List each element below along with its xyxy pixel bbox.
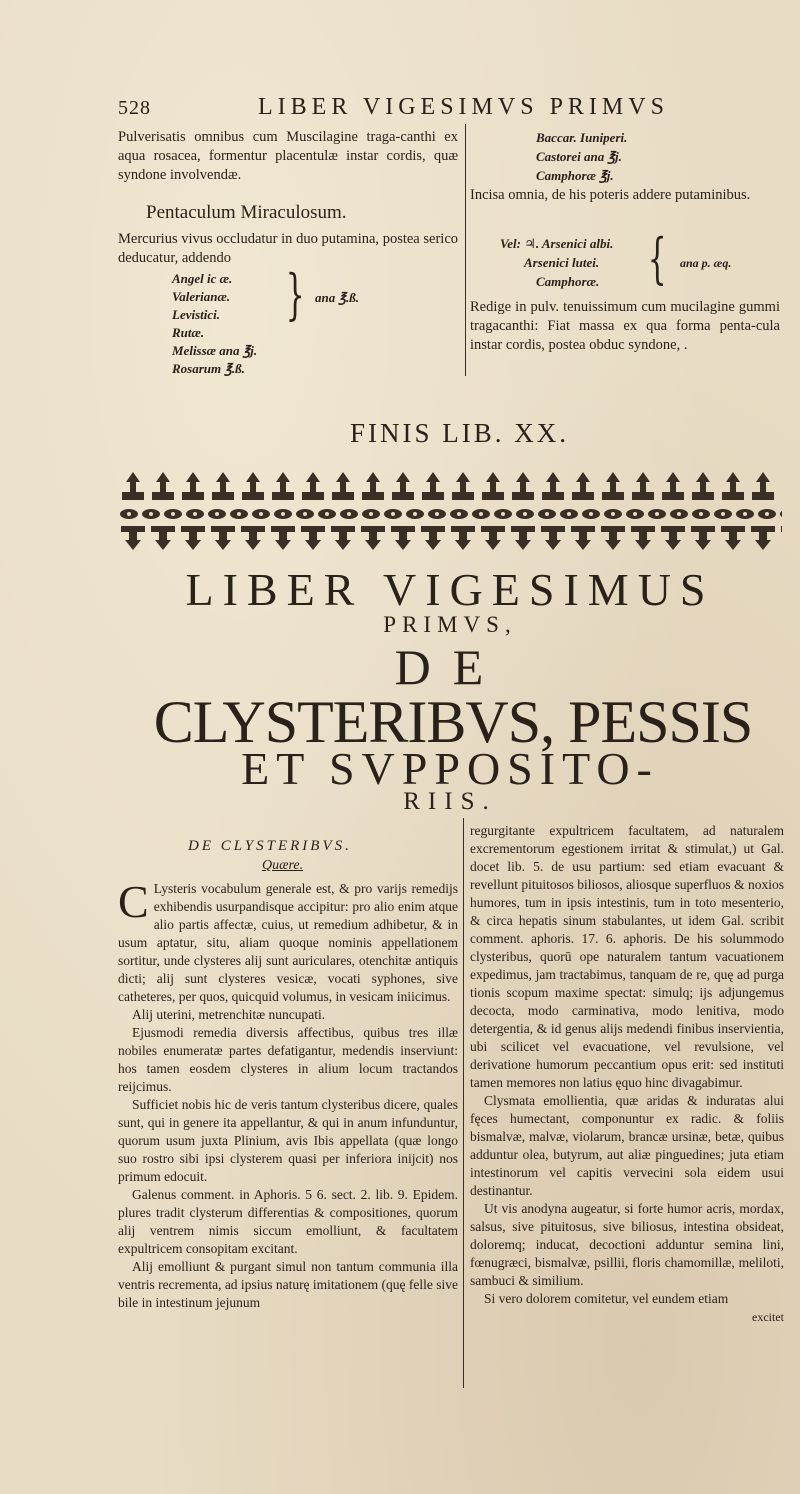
column-divider-bottom — [463, 818, 464, 1388]
title-line-3: DE — [394, 639, 506, 695]
paragraph: regurgitante expultricem facultatem, ad naturalem excrementorum egestionem irritat & stimulat,) ut Gal. docet lib. 5. de usu partium: sed etiam evacuant & revellunt pituitosos biliosos, aliosque superfluos & noxios humores, tum in ipsis intestinis, tum in toto mesenterio, & circa hepatis sinum stabulantes, ut idem Gal. scribit comment. aphoris. 17. 6. aphoris. De his solummodo clysteribus, quorū ope naturalem tantum vacuationem expedimus, jam tractabimus, tanquam de re, quę ad purga tionis scopum maxime spectat: simulq; ijs adjungemus decocta, modo carminativa, modo lenitiva, modo detergentia, & id genus alijs medendi finibus inservientia, ubi scilicet vel evacuatione, vel revulsione, vel derivatione humorum peccantium opus erit: sed instituti tamen memores non latius ęquo hinc divagabimur. — [470, 823, 784, 1090]
left-column-text — [118, 876, 459, 1312]
title-line-5: ET SVPPOSITO- — [241, 743, 659, 794]
catchword: excitet — [752, 1310, 784, 1324]
title-line-6: RIIS. — [403, 788, 497, 815]
finis-line: FINIS LIB. XX. — [350, 418, 570, 448]
paragraph: Alij emolliunt & purgant simul non tantum communia illa ventris recrementa, ad ipsius naturę imitationem (quę felle sive bile in intestinum jejunum — [118, 1259, 459, 1310]
ingredient-list-right — [536, 128, 627, 185]
list-item: Rutæ. — [172, 325, 205, 340]
paragraph: Ut vis anodyna augeatur, si forte humor acris, mordax, salsus, sive pituitosus, sive biliosus, intestina obsideat, doloremq; inducat, decoctioni adduntur semina lini, fœnugræci, bismalvæ, psillii, floris chamomillæ, meliloti, sambuci & similium. — [470, 1201, 784, 1288]
vel-list — [500, 234, 613, 291]
paragraph: Galenus comment. in Aphoris. 5 6. sect. 2. lib. 9. Epidem. plures tradit clysterum differentias & compositiones, quorum alij ventrem nimis siccum emolliunt, & facultatem expultricem consopitam excitant. — [118, 1187, 458, 1256]
paragraph: C Lysteris vocabulum generale est, & pro varijs remedijs exhibendis usurpandisque accipitur: pro alio enim atque alio partis affectæ, cuius, ut remedium adhibetur, & in usum aptatur, situ, aliam quoque nominis appellationem sortitur, unde clysteres alij sunt auriculares, otenchitæ antiquis dicti; alij sunt clysteres vesicæ, vocati syphones, sive catheteres, per quos, quicquid volumus, in vesicam iniicimus. — [118, 876, 458, 1004]
title-line-4: CLYSTERIBVS, PESSIS — [153, 689, 753, 755]
paragraph: Alij uterini, metrenchitæ nuncupati. — [132, 1007, 326, 1022]
brace-left: } — [285, 263, 305, 326]
title-line-1: LIBER VIGESIMUS — [185, 564, 715, 615]
ingredient-list-left — [172, 270, 257, 378]
list-item: Melissæ ana ℥j. — [172, 343, 258, 358]
top-left-intro: Pulverisatis omnibus cum Muscilagine traga-canthi ex aqua rosacea, formentur placentulæ instar cordis, quæ syndone involvendæ. — [118, 129, 458, 183]
brace-label-left: ana ℥.ß. — [315, 290, 359, 305]
list-item: Arsenici lutei. — [524, 255, 600, 270]
list-item: Camphoræ ℥j. — [536, 168, 614, 183]
list-item: Angel ic æ. — [172, 271, 233, 286]
ornament-band-bottom — [118, 524, 782, 552]
list-item: Camphoræ. — [536, 274, 600, 289]
list-item: Valerianæ. — [172, 289, 231, 304]
list-item: Castorei ana ℥j. — [536, 149, 622, 164]
column-divider-top — [465, 124, 466, 376]
ornament-band-top — [118, 470, 782, 504]
drop-cap: C — [118, 876, 149, 927]
ornament-band-middle — [118, 504, 782, 524]
section-heading: DE CLYSTERIBVS. — [188, 838, 352, 854]
right-column-text — [470, 822, 784, 1326]
paragraph: Clysmata emollientia, quæ aridas & induratas alui fęces humectant, componuntur ex radic. & foliis bismalvæ, malvæ, violarum, brancæ ursinæ, betæ, quibus adduntur olea, butyrum, aut aliæ pinguedines; juta etiam intestinorum vel capitis vervecini sola eidem usui destinantur. — [470, 1093, 784, 1198]
list-item: Vel: ♃. Arsenici albi. — [500, 236, 614, 251]
top-right-text2: Redige in pulv. tenuissimum cum mucilagine gummi tragacanthi: Fiat massa ex qua forma penta-cula instar cordis, postea obduc syndone, . — [470, 299, 780, 353]
paragraph: Ejusmodi remedia diversis affectibus, quibus tres illæ nobiles enumeratæ partes defatigantur, medendis inserviunt: hos tamen eosdem clysteres in alium locum tractandos reijcimus. — [118, 1025, 458, 1094]
section-subheading: Quære. — [262, 858, 304, 873]
list-item: Baccar. Iuniperi. — [536, 130, 628, 145]
page-number: 528 — [118, 97, 151, 119]
paragraph: Si vero dolorem comitetur, vel eundem etiam — [484, 1291, 729, 1306]
running-title: LIBER VIGESIMVS PRIMVS — [258, 94, 669, 120]
brace-right: { — [647, 227, 667, 290]
title-line-2: PRIMVS, — [383, 612, 517, 637]
list-item: Levistici. — [172, 307, 221, 322]
pentaculum-heading: Pentaculum Miraculosum. — [146, 202, 347, 223]
brace-label-right: ana p. æq. — [680, 256, 732, 270]
paragraph: Sufficiet nobis hic de veris tantum clysteribus dicere, quales sunt, qui in genere ita appellantur, & qui in anum infunduntur, quorum usum juxta Plinium, avis Ibis appellata (quæ longo suo rostro sibi ipsi clysterem quasi per inferiora inijcit) nos primum edocuit. — [118, 1097, 458, 1184]
top-right-text1: Incisa omnia, de his poteris addere putaminibus. — [470, 187, 751, 203]
pentaculum-text: Mercurius vivus occludatur in duo putamina, postea serico deducatur, addendo — [118, 231, 458, 266]
list-item: Rosarum ℥.ß. — [172, 361, 245, 376]
